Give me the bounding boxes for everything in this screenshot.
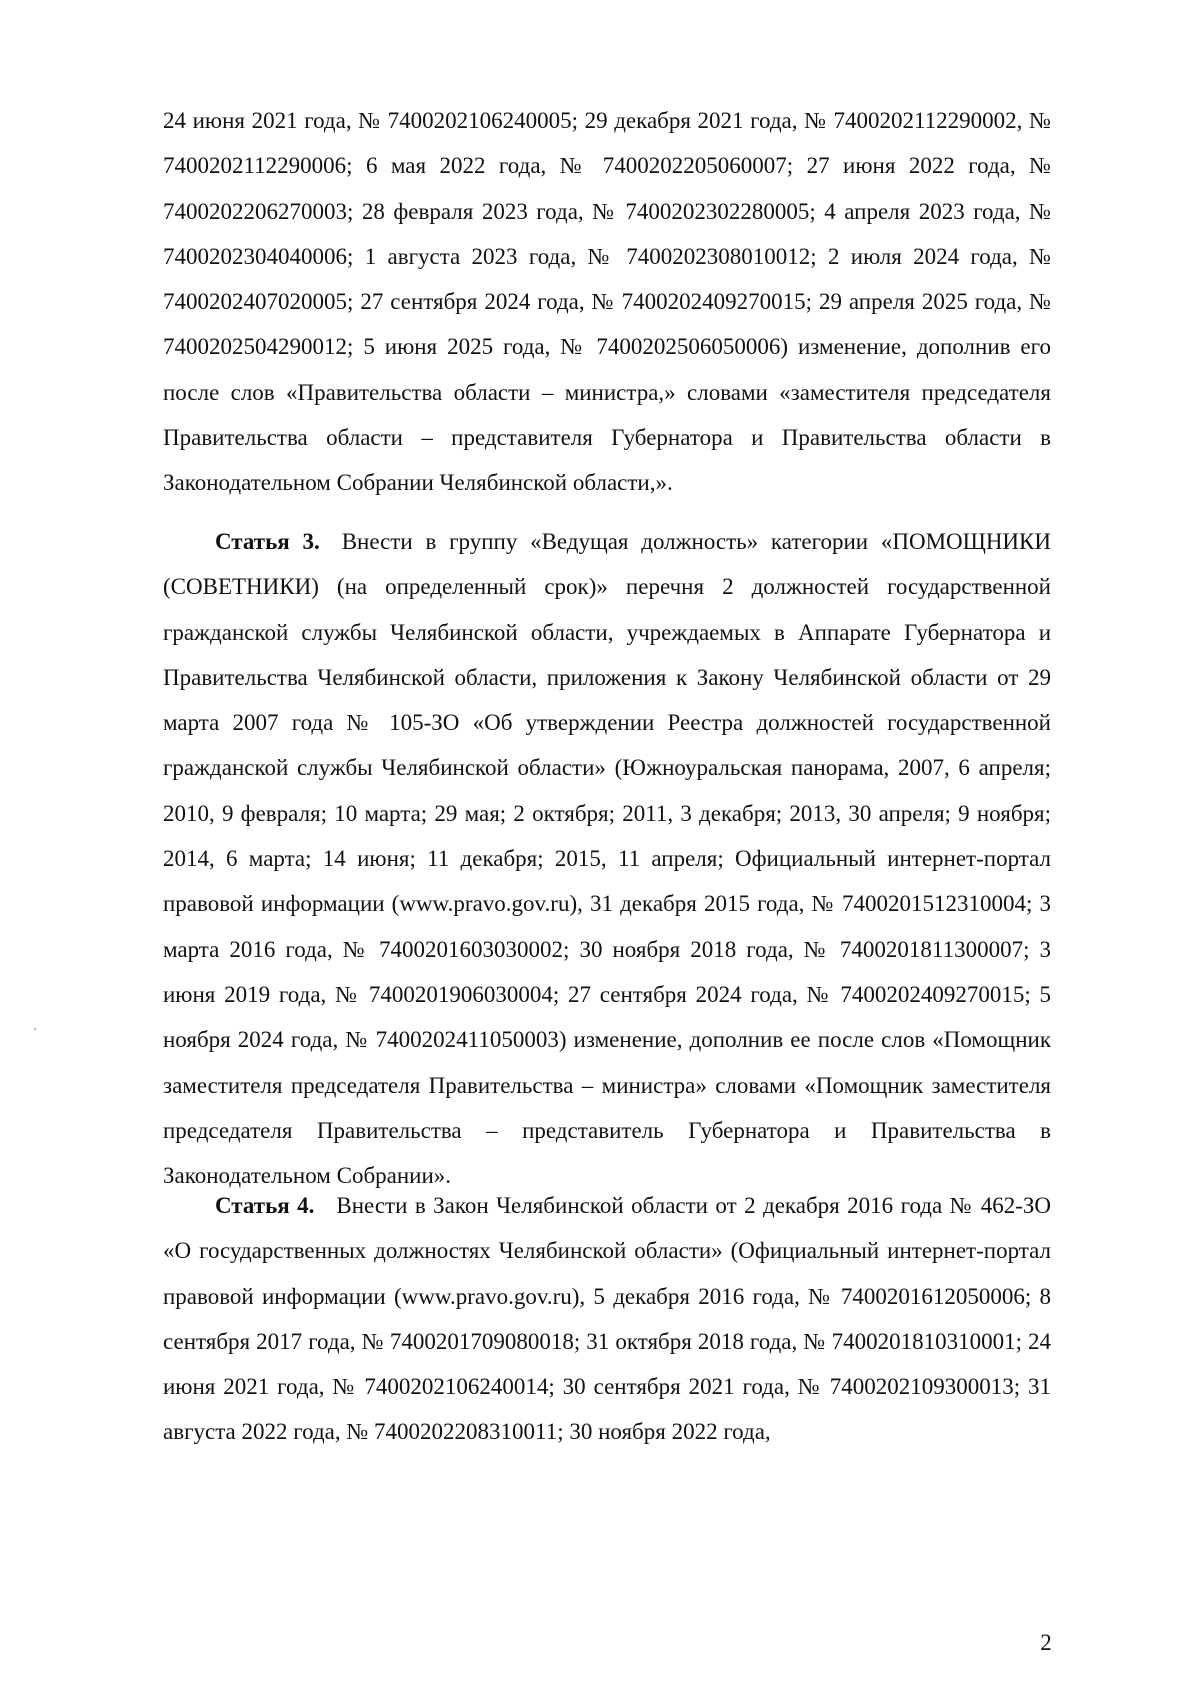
article-3-label: Статья 3. [215,529,320,554]
article-3-paragraph [163,519,1051,1198]
article-4-text: Внести в Закон Челябинской области от 2 декабря 2016 года № 462-ЗО «О государственных должностях Челябинской области» (Официальный интернет-портал правовой информации (www.pravo.gov.ru), 5 декабря 2016 года, № 7400201612050006; 8 сентября 2017 года, № 7400201709080018; 31 октября 2018 года, № 7400201810310001; 24 июня 2021 года, № 7400202106240014; 30 сентября 2021 года, № 7400202109300013; 31 августа 2022 года, № 7400202208310011; 30 ноября 2022 года, [163,1193,1051,1445]
scan-speck [34,1028,36,1030]
article-4-paragraph [163,1183,1051,1455]
page-number: 2 [1040,1630,1052,1655]
article-4-label: Статья 4. [215,1193,315,1218]
paragraph-continued: 24 июня 2021 года, № 7400202106240005; 29 декабря 2021 года, № 7400202112290002, № 7400202112290006; 6 мая 2022 года, № 7400202205060007; 27 июня 2022 года, № 7400202206270003; 28 февраля 2023 года, № 7400202302280005; 4 апреля 2023 года, № 7400202304040006; 1 августа 2023 года, № 7400202308010012; 2 июля 2024 года, № 7400202407020005; 27 сентября 2024 года, № 7400202409270015; 29 апреля 2025 года, № 7400202504290012; 5 июня 2025 года, № 7400202506050006) изменение, дополнив его после слов «Правительства области – министра,» словами «заместителя председателя Правительства области – представителя Губернатора и Правительства области в Законодательном Собрании Челябинской области,». [163,108,1051,496]
article-3-text: Внести в группу «Ведущая должность» категории «ПОМОЩНИКИ (СОВЕТНИКИ) (на определенный срок)» перечня 2 должностей государственной гражданской службы Челябинской области, учреждаемых в Аппарате Губернатора и Правительства Челябинской области, приложения к Закону Челябинской области от 29 марта 2007 года № 105-ЗО «Об утверждении Реестра должностей государственной гражданской службы Челябинской области» (Южноуральская панорама, 2007, 6 апреля; 2010, 9 февраля; 10 марта; 29 мая; 2 октября; 2011, 3 декабря; 2013, 30 апреля; 9 ноября; 2014, 6 марта; 14 июня; 11 декабря; 2015, 11 апреля; Официальный интернет-портал правовой информации (www.pravo.gov.ru), 31 декабря 2015 года, № 7400201512310004; 3 марта 2016 года, № 7400201603030002; 30 ноября 2018 года, № 7400201811300007; 3 июня 2019 года, № 7400201906030004; 27 сентября 2024 года, № 7400202409270015; 5 ноября 2024 года, № 7400202411050003) изменение, дополнив ее после слов «Помощник заместителя председателя Правительства – министра» словами «Помощник заместителя председателя Правительства – представитель Губернатора и Правительства в Законодательном Собрании». [163,529,1051,1189]
